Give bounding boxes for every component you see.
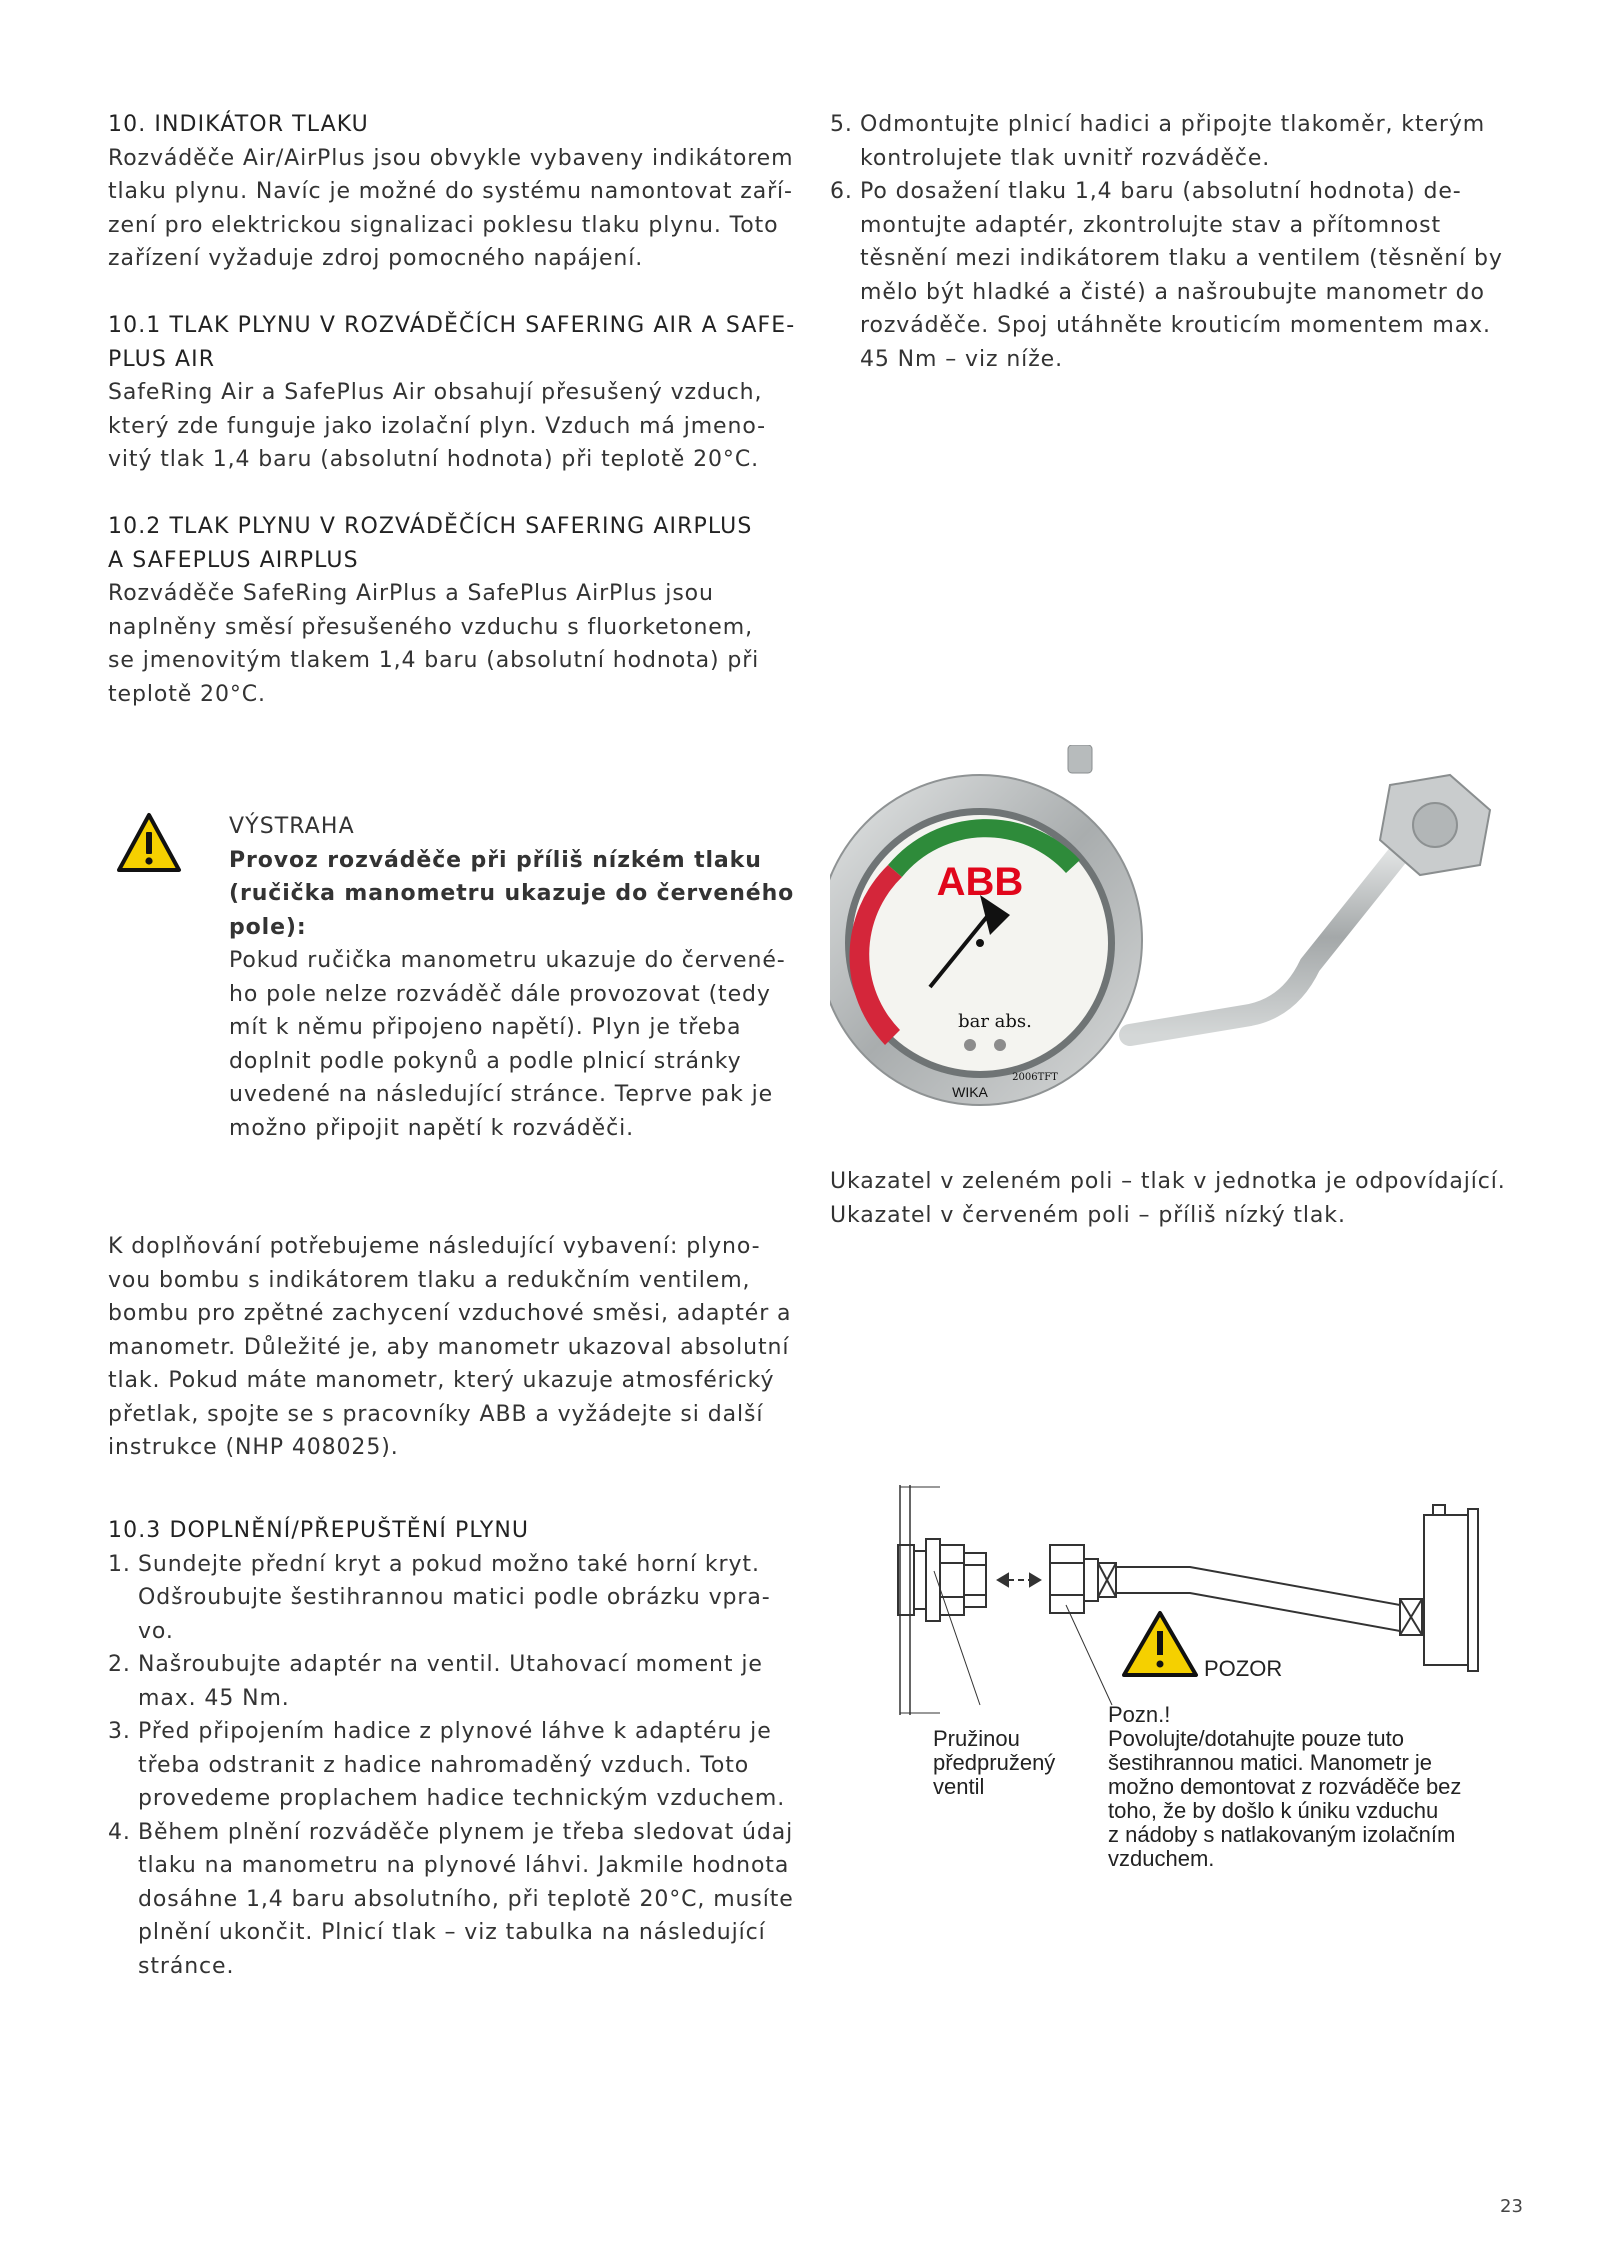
note-line: Povolujte/dotahujte pouze tuto bbox=[1108, 1726, 1405, 1751]
list-item-line: dosáhne 1,4 baru absolutního, při teplotě 20°C, musíte bbox=[138, 1886, 794, 1912]
section-10-line: zení pro elektrickou signalizaci poklesu tlaku plynu. Toto bbox=[108, 212, 779, 238]
list-item-line: stránce. bbox=[138, 1953, 235, 1979]
list-item-line: Odmontujte plnicí hadici a připojte tlakoměr, kterým bbox=[860, 112, 1486, 137]
note-line: vzduchem. bbox=[1108, 1846, 1215, 1871]
list-item-number: 1. bbox=[108, 1551, 131, 1577]
list-item-number: 3. bbox=[108, 1719, 131, 1744]
section-10-line: Rozváděče Air/AirPlus jsou obvykle vybaveny indikátorem bbox=[108, 145, 794, 171]
gauge-code: 2006TFT bbox=[1012, 1072, 1058, 1083]
list-item-line: rozváděče. Spoj utáhněte krouticím momentem max. bbox=[860, 313, 1491, 338]
gauge-brand: ABB bbox=[936, 860, 1024, 904]
section-10 bbox=[108, 108, 808, 276]
section-10-2-title: 10.2 TLAK PLYNU V ROZVÁDĚČÍCH SAFERING AIRPLUS bbox=[108, 514, 753, 539]
label-line: ventil bbox=[933, 1774, 985, 1799]
warning-title: VÝSTRAHA bbox=[229, 814, 355, 839]
section-10-1 bbox=[108, 309, 808, 477]
steps-list-continued bbox=[830, 108, 1530, 376]
list-item-line: Odšroubujte šestihrannou matici podle obrázku vpra- bbox=[138, 1585, 771, 1610]
list-item-line: montujte adaptér, zkontrolujte stav a přítomnost bbox=[860, 212, 1442, 238]
section-10-2-line: Rozváděče SafeRing AirPlus a SafePlus AirPlus jsou bbox=[108, 581, 714, 606]
section-10-line: tlaku plynu. Navíc je možné do systému namontovat zaří- bbox=[108, 179, 793, 204]
section-10-line: zařízení vyžaduje zdroj pomocného napájení. bbox=[108, 246, 644, 271]
caption-line: Ukazatel v zeleném poli – tlak v jednotka je odpovídající. bbox=[830, 1169, 1506, 1194]
section-10-1-line: SafeRing Air a SafePlus Air obsahují přesušený vzduch, bbox=[108, 380, 763, 405]
list-item-line: těsnění mezi indikátorem tlaku a ventilem (těsnění by bbox=[860, 246, 1503, 271]
warning-line: doplnit podle pokynů a podle plnicí stránky bbox=[229, 1048, 742, 1074]
warning-icon bbox=[116, 812, 182, 874]
list-item-line: kontrolujete tlak uvnitř rozváděče. bbox=[860, 145, 1271, 171]
section-10-1-title: 10.1 TLAK PLYNU V ROZVÁDĚČÍCH SAFERING AIR A SAFE- bbox=[108, 313, 796, 338]
caption-line: Ukazatel v červeném poli – příliš nízký tlak. bbox=[830, 1202, 1346, 1228]
section-10-2 bbox=[108, 510, 808, 711]
pozor-label: POZOR bbox=[1204, 1656, 1283, 1681]
section-10-2-line: teplotě 20°C. bbox=[108, 681, 266, 707]
list-item bbox=[108, 1548, 808, 1649]
list-item-line: Před připojením hadice z plynové láhve k adaptéru je bbox=[138, 1719, 772, 1744]
equipment-paragraph bbox=[108, 1230, 808, 1465]
note-line: z nádoby s natlakovaným izolačním bbox=[1108, 1822, 1456, 1847]
list-item-line: plnění ukončit. Plnicí tlak – viz tabulka na následující bbox=[138, 1920, 766, 1945]
note-line: šestihrannou matici. Manometr je bbox=[1108, 1750, 1433, 1775]
warning-line: možno připojit napětí k rozváděči. bbox=[229, 1115, 634, 1141]
label-line: Pružinou bbox=[933, 1726, 1020, 1751]
list-item-number: 6. bbox=[830, 179, 853, 204]
equipment-line: tlak. Pokud máte manometr, který ukazuje atmosférický bbox=[108, 1368, 775, 1393]
equipment-line: instrukce (NHP 408025). bbox=[108, 1435, 399, 1460]
warning-bold-line: Provoz rozváděče při příliš nízkém tlaku bbox=[229, 847, 762, 873]
section-10-2-title: A SAFEPLUS AIRPLUS bbox=[108, 547, 359, 573]
warning-bold-line: pole): bbox=[229, 914, 307, 940]
note-line: toho, že by došlo k úniku vzduchu bbox=[1108, 1798, 1439, 1823]
list-item-line: Sundejte přední kryt a pokud možno také horní kryt. bbox=[138, 1551, 760, 1577]
page-number: 23 bbox=[1500, 2196, 1523, 2217]
section-10-2-line: naplněny směsí přesušeného vzduchu s fluorketonem, bbox=[108, 614, 753, 640]
spring-valve-label bbox=[933, 1727, 1055, 1799]
diagram-note bbox=[1108, 1703, 1461, 1871]
note-line: možno demontovat z rozváděče bez bbox=[1108, 1774, 1462, 1799]
list-item-line: max. 45 Nm. bbox=[138, 1685, 290, 1711]
list-item-line: 45 Nm – viz níže. bbox=[860, 346, 1063, 372]
equipment-line: bombu pro zpětné zachycení vzduchové směsi, adaptér a bbox=[108, 1301, 792, 1326]
warning-line: ho pole nelze rozváděč dále provozovat (tedy bbox=[229, 981, 771, 1007]
steps-list bbox=[108, 1548, 808, 1984]
list-item-line: Během plnění rozváděče plynem je třeba sledovat údaj bbox=[138, 1819, 794, 1845]
gauge-caption bbox=[830, 1165, 1530, 1232]
section-10-1-line: vitý tlak 1,4 baru (absolutní hodnota) při teplotě 20°C. bbox=[108, 447, 759, 472]
section-10-3 bbox=[108, 1514, 808, 1983]
list-item-line: třeba odstranit z hadice nahromaděný vzduch. Toto bbox=[138, 1752, 750, 1778]
note-line: Pozn.! bbox=[1108, 1702, 1171, 1727]
section-10-1-title: PLUS AIR bbox=[108, 346, 216, 372]
gauge-unit-label: bar abs. bbox=[958, 1011, 1032, 1032]
list-item-line: Po dosažení tlaku 1,4 baru (absolutní hodnota) de- bbox=[860, 179, 1462, 204]
warning-line: Pokud ručička manometru ukazuje do červené- bbox=[229, 948, 786, 973]
pressure-gauge-photo bbox=[830, 745, 1530, 1125]
section-10-title: 10. INDIKÁTOR TLAKU bbox=[108, 112, 369, 137]
list-item-line: vo. bbox=[138, 1618, 174, 1644]
list-item bbox=[108, 1715, 808, 1816]
equipment-line: přetlak, spojte se s pracovníky ABB a vyžádejte si další bbox=[108, 1401, 764, 1427]
list-item-line: tlaku na manometru na plynové láhvi. Jakmile hodnota bbox=[138, 1853, 790, 1878]
right-steps bbox=[830, 108, 1530, 376]
equipment-line: K doplňování potřebujeme následující vybavení: plyno- bbox=[108, 1234, 761, 1259]
section-10-3-title: 10.3 DOPLNĚNÍ/PŘEPUŠTĚNÍ PLYNU bbox=[108, 1518, 530, 1543]
warning-block bbox=[229, 810, 809, 1145]
section-10-2-line: se jmenovitým tlakem 1,4 baru (absolutní hodnota) při bbox=[108, 648, 760, 673]
valve-diagram bbox=[880, 1475, 1520, 1715]
pozor-warning-icon bbox=[1124, 1613, 1196, 1675]
list-item bbox=[830, 175, 1530, 376]
list-item-line: provedeme proplachem hadice technickým vzduchem. bbox=[138, 1786, 786, 1811]
list-item-number: 5. bbox=[830, 112, 853, 137]
warning-line: uvedené na následující stránce. Teprve pak je bbox=[229, 1082, 774, 1107]
equipment-line: vou bombu s indikátorem tlaku a redukčním ventilem, bbox=[108, 1267, 751, 1293]
list-item bbox=[108, 1648, 808, 1715]
label-line: předpružený bbox=[933, 1750, 1056, 1775]
list-item-number: 4. bbox=[108, 1819, 131, 1845]
warning-bold-line: (ručička manometru ukazuje do červeného bbox=[229, 881, 795, 906]
gauge-maker: WIKA bbox=[952, 1084, 988, 1100]
equipment-line: manometr. Důležité je, aby manometr ukazoval absolutní bbox=[108, 1334, 790, 1360]
list-item-line: mělo být hladké a čisté) a našroubujte manometr do bbox=[860, 279, 1485, 305]
list-item bbox=[108, 1816, 808, 1984]
list-item bbox=[830, 108, 1530, 175]
section-10-1-line: který zde funguje jako izolační plyn. Vzduch má jmeno- bbox=[108, 413, 766, 439]
list-item-number: 2. bbox=[108, 1652, 131, 1677]
list-item-line: Našroubujte adaptér na ventil. Utahovací moment je bbox=[138, 1652, 763, 1677]
warning-line: mít k němu připojeno napětí). Plyn je třeba bbox=[229, 1015, 742, 1040]
